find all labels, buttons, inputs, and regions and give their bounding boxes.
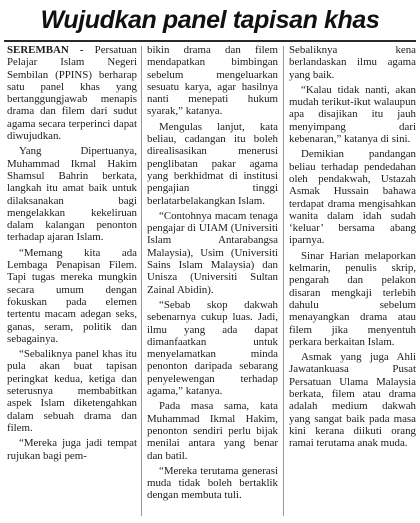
article-paragraph — [7, 44, 137, 142]
article-paragraph: bikin drama dan filem mendapatkan bimbingan sebelum mengeluarkan sesuatu karya, agar hasilnya nanti menepati hukum syarak,” katanya. — [147, 44, 278, 118]
dateline: SEREMBAN - — [7, 44, 84, 56]
article-paragraph: “Memang kita ada Lembaga Penapisan Filem. Tapi tugas mereka mungkin secara umum dengan fokuskan pada elemen tertentu macam adegan seks, ganas, seram, politik dan sebagainya. — [7, 246, 137, 345]
headline: Wujudkan panel tapisan khas — [40, 6, 380, 34]
column-divider — [283, 46, 284, 516]
article-paragraph: “Mereka juga jadi tempat rujukan bagi pem- — [7, 437, 137, 462]
article-paragraph: Sinar Harian melaporkan kelmarin, penulis skrip, pengarah dan pelakon disaran mengkaji terlebih dahulu sebelum menayangkan drama atau filem jika menyentuh perkara berkaitan Islam. — [289, 249, 416, 348]
article-column-1 — [7, 44, 137, 520]
article-column-2 — [147, 44, 278, 520]
paragraph-text: Persatuan Pelajar Islam Negeri Sembilan (PPINS) berharap satu panel khas yang bertanggungjawab menapis drama dan filem dari sudut agama secara terperinci dapat diwujudkan. — [7, 44, 137, 143]
article-paragraph: Pada masa sama, kata Muhammad Ikmal Hakim, penonton sendiri perlu bijak menilai antara yang benar dan batil. — [147, 400, 278, 462]
headline-rule — [4, 40, 416, 42]
article-paragraph: Yang Dipertuanya, Muhammad Ikmal Hakim Shamsul Bahrin berkata, langkah itu amat baik untuk dilaksanakan bagi mengelakkan kekeliruan dalam kalangan penonton terhadap ajaran Islam. — [7, 145, 137, 244]
article-paragraph: Asmak yang juga Ahli Jawatankuasa Pusat Persatuan Ulama Malaysia berkata, filem atau drama adalah medium dakwah yang sangat baik pada masa kini kerana diikuti orang ramai terutama anak muda. — [289, 351, 416, 450]
article-paragraph: “Sebaliknya panel khas itu pula akan buat tapisan peringkat kedua, ketiga dan seterusnya membabitkan aspek Islam diketengahkan dalam sebuah drama dan filem. — [7, 348, 137, 434]
article-paragraph: “Kalau tidak nanti, akan mudah terikut-ikut walaupun apa disajikan itu jauh menyimpang dari kebenaran,” katanya di sini. — [289, 83, 416, 146]
article-paragraph: Demikian pandangan beliau terhadap pendedahan oleh pendakwah, Ustazah Asmak Hussain bahawa terdapat drama mengisahkan wanita dalam idah sudah ‘keluar’ bersama abang iparnya. — [289, 148, 416, 247]
article-paragraph: “Sebab skop dakwah sebenarnya cukup luas. Jadi, ilmu yang ada dapat dimanfaatkan untuk menyelamatkan minda penonton daripada sebarang penyelewengan terhadap agama,” katanya. — [147, 298, 278, 398]
article-paragraph: “Contohnya macam tenaga pengajar di UIAM (Universiti Islam Antarabangsa Malaysia), Usim (Universiti Sains Islam Malaysia) dan Unisza (Universiti Sultan Zainal Abidin). — [147, 209, 278, 296]
article-paragraph: “Mereka terutama generasi muda tidak boleh bertaklik dengan membuta tuli. — [147, 464, 278, 502]
article-paragraph: Sebaliknya kena berlandaskan ilmu agama yang baik. — [289, 44, 416, 81]
column-divider — [141, 46, 142, 516]
article-column-3 — [289, 44, 416, 520]
article-paragraph: Mengulas lanjut, kata beliau, cadangan itu boleh direalisasikan menerusi penglibatan pakar agama yang berkhidmat di institusi pengajian tinggi berlatarbelakangkan Islam. — [147, 120, 278, 207]
